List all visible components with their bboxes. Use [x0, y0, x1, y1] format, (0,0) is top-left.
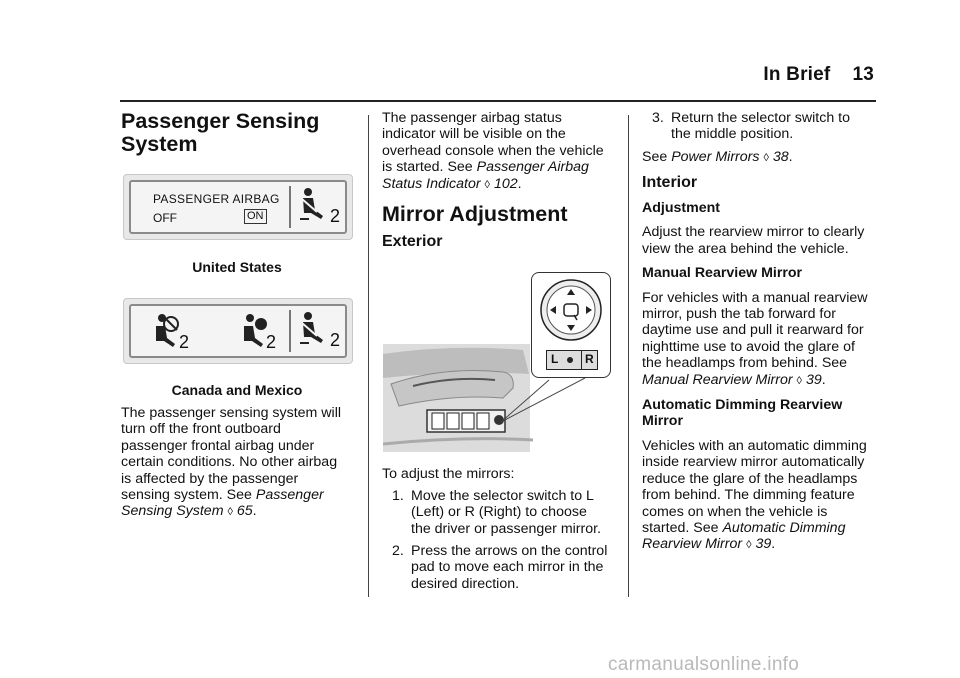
heading-manual-rearview-mirror: Manual Rearview Mirror	[642, 265, 803, 282]
text-line: nighttime use to avoid the glare of	[642, 338, 855, 355]
subsection-exterior: Exterior	[382, 233, 443, 250]
off-label: OFF	[153, 211, 177, 225]
switch-divider	[581, 351, 582, 369]
callout-leader-line	[493, 372, 613, 432]
passenger-airbag-label: PASSENGER AIRBAG	[153, 192, 280, 206]
text-line: (Left) or R (Right) to choose	[411, 504, 587, 521]
cross-ref-title[interactable]: Passenger Airbag	[476, 159, 589, 176]
text-line	[382, 159, 622, 175]
seatbelt-occupant-icon	[295, 186, 331, 226]
text-line: the headlamps from behind. See	[642, 355, 848, 372]
text-line: Vehicles with an automatic dimming	[642, 437, 867, 454]
cross-ref-title[interactable]: Rearview Mirror	[642, 536, 743, 553]
text-line	[642, 536, 882, 553]
column-divider-2	[628, 115, 629, 597]
text-line: To adjust the mirrors:	[382, 466, 515, 482]
column-2-intro	[382, 110, 622, 193]
cross-ref-title[interactable]: Automatic Dimming	[722, 519, 846, 536]
canada-mexico-airbag-indicator-illustration	[123, 298, 353, 364]
title-line-2: System	[121, 132, 198, 156]
page-ref-icon: ◊	[227, 506, 233, 519]
us-airbag-indicator-illustration	[123, 174, 353, 240]
text-line: desired direction.	[411, 575, 520, 592]
page-ref-icon: ◊	[763, 152, 769, 164]
text-line: passenger frontal airbag under	[121, 437, 315, 454]
heading-line: Mirror	[642, 413, 683, 430]
cross-ref-title[interactable]: Sensing System	[121, 503, 224, 520]
cross-ref-title[interactable]: Manual Rearview Mirror	[642, 371, 793, 388]
text-line	[642, 520, 882, 536]
section-title-mirror-adjustment: Mirror Adjustment	[382, 202, 568, 226]
see-power-mirrors	[642, 149, 882, 166]
text-line: pad to move each mirror in the	[411, 559, 604, 576]
panel-divider	[289, 186, 291, 228]
left-label: L	[551, 352, 559, 366]
punct: .	[771, 536, 776, 553]
caption-united-states: United States	[192, 259, 282, 275]
column-1	[121, 110, 357, 156]
subsection-interior: Interior	[642, 174, 698, 191]
text-line: is affected by the passenger	[121, 470, 299, 487]
page-ref-icon: ◊	[746, 539, 752, 552]
step-number: 3.	[652, 110, 664, 126]
step-2	[392, 543, 622, 592]
seat-number-3: 2	[330, 330, 341, 350]
interior-content	[642, 200, 882, 554]
panel-divider	[289, 310, 291, 352]
heading-automatic-dimming	[642, 397, 882, 430]
punct: .	[252, 503, 257, 520]
punct: .	[788, 149, 793, 165]
cross-ref-page[interactable]: 39	[805, 371, 822, 388]
text-line: indicator will be visible on the	[382, 126, 566, 143]
ref-lead: is started. See	[382, 159, 473, 176]
mirror-control-illustration	[383, 272, 613, 454]
seat-number: 2	[330, 206, 341, 226]
ref-lead: sensing system. See	[121, 487, 252, 504]
caption-canada-mexico: Canada and Mexico	[171, 382, 303, 398]
text-line: the driver or passenger mirror.	[411, 520, 602, 537]
section-title-passenger-sensing	[121, 110, 357, 156]
text-line: Return the selector switch to	[671, 110, 850, 126]
ref-lead: started. See	[642, 519, 719, 536]
step-1	[392, 488, 622, 537]
header-rule	[120, 100, 876, 102]
cross-ref-page[interactable]: 39	[755, 536, 772, 553]
heading-adjustment: Adjustment	[642, 200, 721, 216]
page-number: 13	[852, 64, 874, 85]
adjust-instructions	[382, 466, 622, 482]
mirror-control-callout	[531, 272, 611, 378]
text-line: daytime use and pull it rearward for	[642, 322, 864, 339]
ref-lead: See	[642, 149, 668, 165]
text-line	[642, 372, 882, 389]
section-name: In Brief	[763, 64, 831, 85]
cross-ref-page[interactable]: 65	[236, 503, 253, 520]
text-line: turn off the front outboard	[121, 421, 281, 438]
right-label: R	[585, 352, 594, 366]
seat-number-1: 2	[179, 332, 190, 352]
text-line	[121, 503, 361, 520]
step-number: 2.	[392, 543, 404, 559]
on-label: ON	[244, 209, 267, 224]
text-line: overhead console when the vehicle	[382, 142, 604, 159]
text-line: The passenger sensing system will	[121, 405, 342, 421]
text-line: Move the selector switch to L	[411, 488, 594, 504]
cross-ref-page[interactable]: 38	[772, 149, 789, 165]
text-line: Adjust the rearview mirror to clearly	[642, 224, 865, 241]
seatbelt-occupant-icon	[295, 310, 331, 350]
column-divider-1	[368, 115, 369, 597]
passenger-sensing-paragraph	[121, 405, 361, 521]
watermark: carmanualsonline.info	[608, 654, 800, 675]
title-line-1: Passenger Sensing	[121, 109, 320, 133]
text-line: Press the arrows on the control	[411, 543, 608, 559]
text-line: For vehicles with a manual rearview	[642, 289, 868, 306]
punct: .	[517, 175, 522, 192]
selector-switch	[546, 350, 598, 370]
text-line: The passenger airbag status	[382, 110, 562, 126]
text-line: the middle position.	[671, 126, 794, 143]
text-line: inside rearview mirror automatically	[642, 454, 865, 471]
text-line	[121, 487, 361, 503]
seat-number-2: 2	[266, 332, 277, 352]
text-line: mirror, push the tab forward for	[642, 306, 836, 323]
text-line: comes on when the vehicle is	[642, 503, 828, 520]
directional-pad-icon	[539, 278, 603, 342]
cross-ref-title[interactable]: Passenger	[255, 487, 324, 504]
cross-ref-title[interactable]: Status Indicator	[382, 175, 481, 192]
text-line	[382, 176, 622, 193]
text-line: from behind. The dimming feature	[642, 487, 855, 504]
switch-dot-icon	[567, 357, 573, 363]
page-ref-icon: ◊	[796, 374, 802, 387]
step-3	[652, 110, 882, 143]
heading-line: Automatic Dimming Rearview	[642, 397, 843, 414]
page-ref-icon: ◊	[484, 178, 490, 191]
text-line: view the area behind the vehicle.	[642, 240, 849, 257]
text-line: reduce the glare of the headlamps	[642, 470, 858, 487]
text-line: certain conditions. No other airbag	[121, 454, 338, 471]
punct: .	[821, 371, 826, 388]
running-header	[763, 64, 874, 86]
cross-ref-title[interactable]: Power Mirrors	[671, 149, 760, 165]
step-number: 1.	[392, 488, 404, 504]
cross-ref-page[interactable]: 102	[493, 175, 518, 192]
